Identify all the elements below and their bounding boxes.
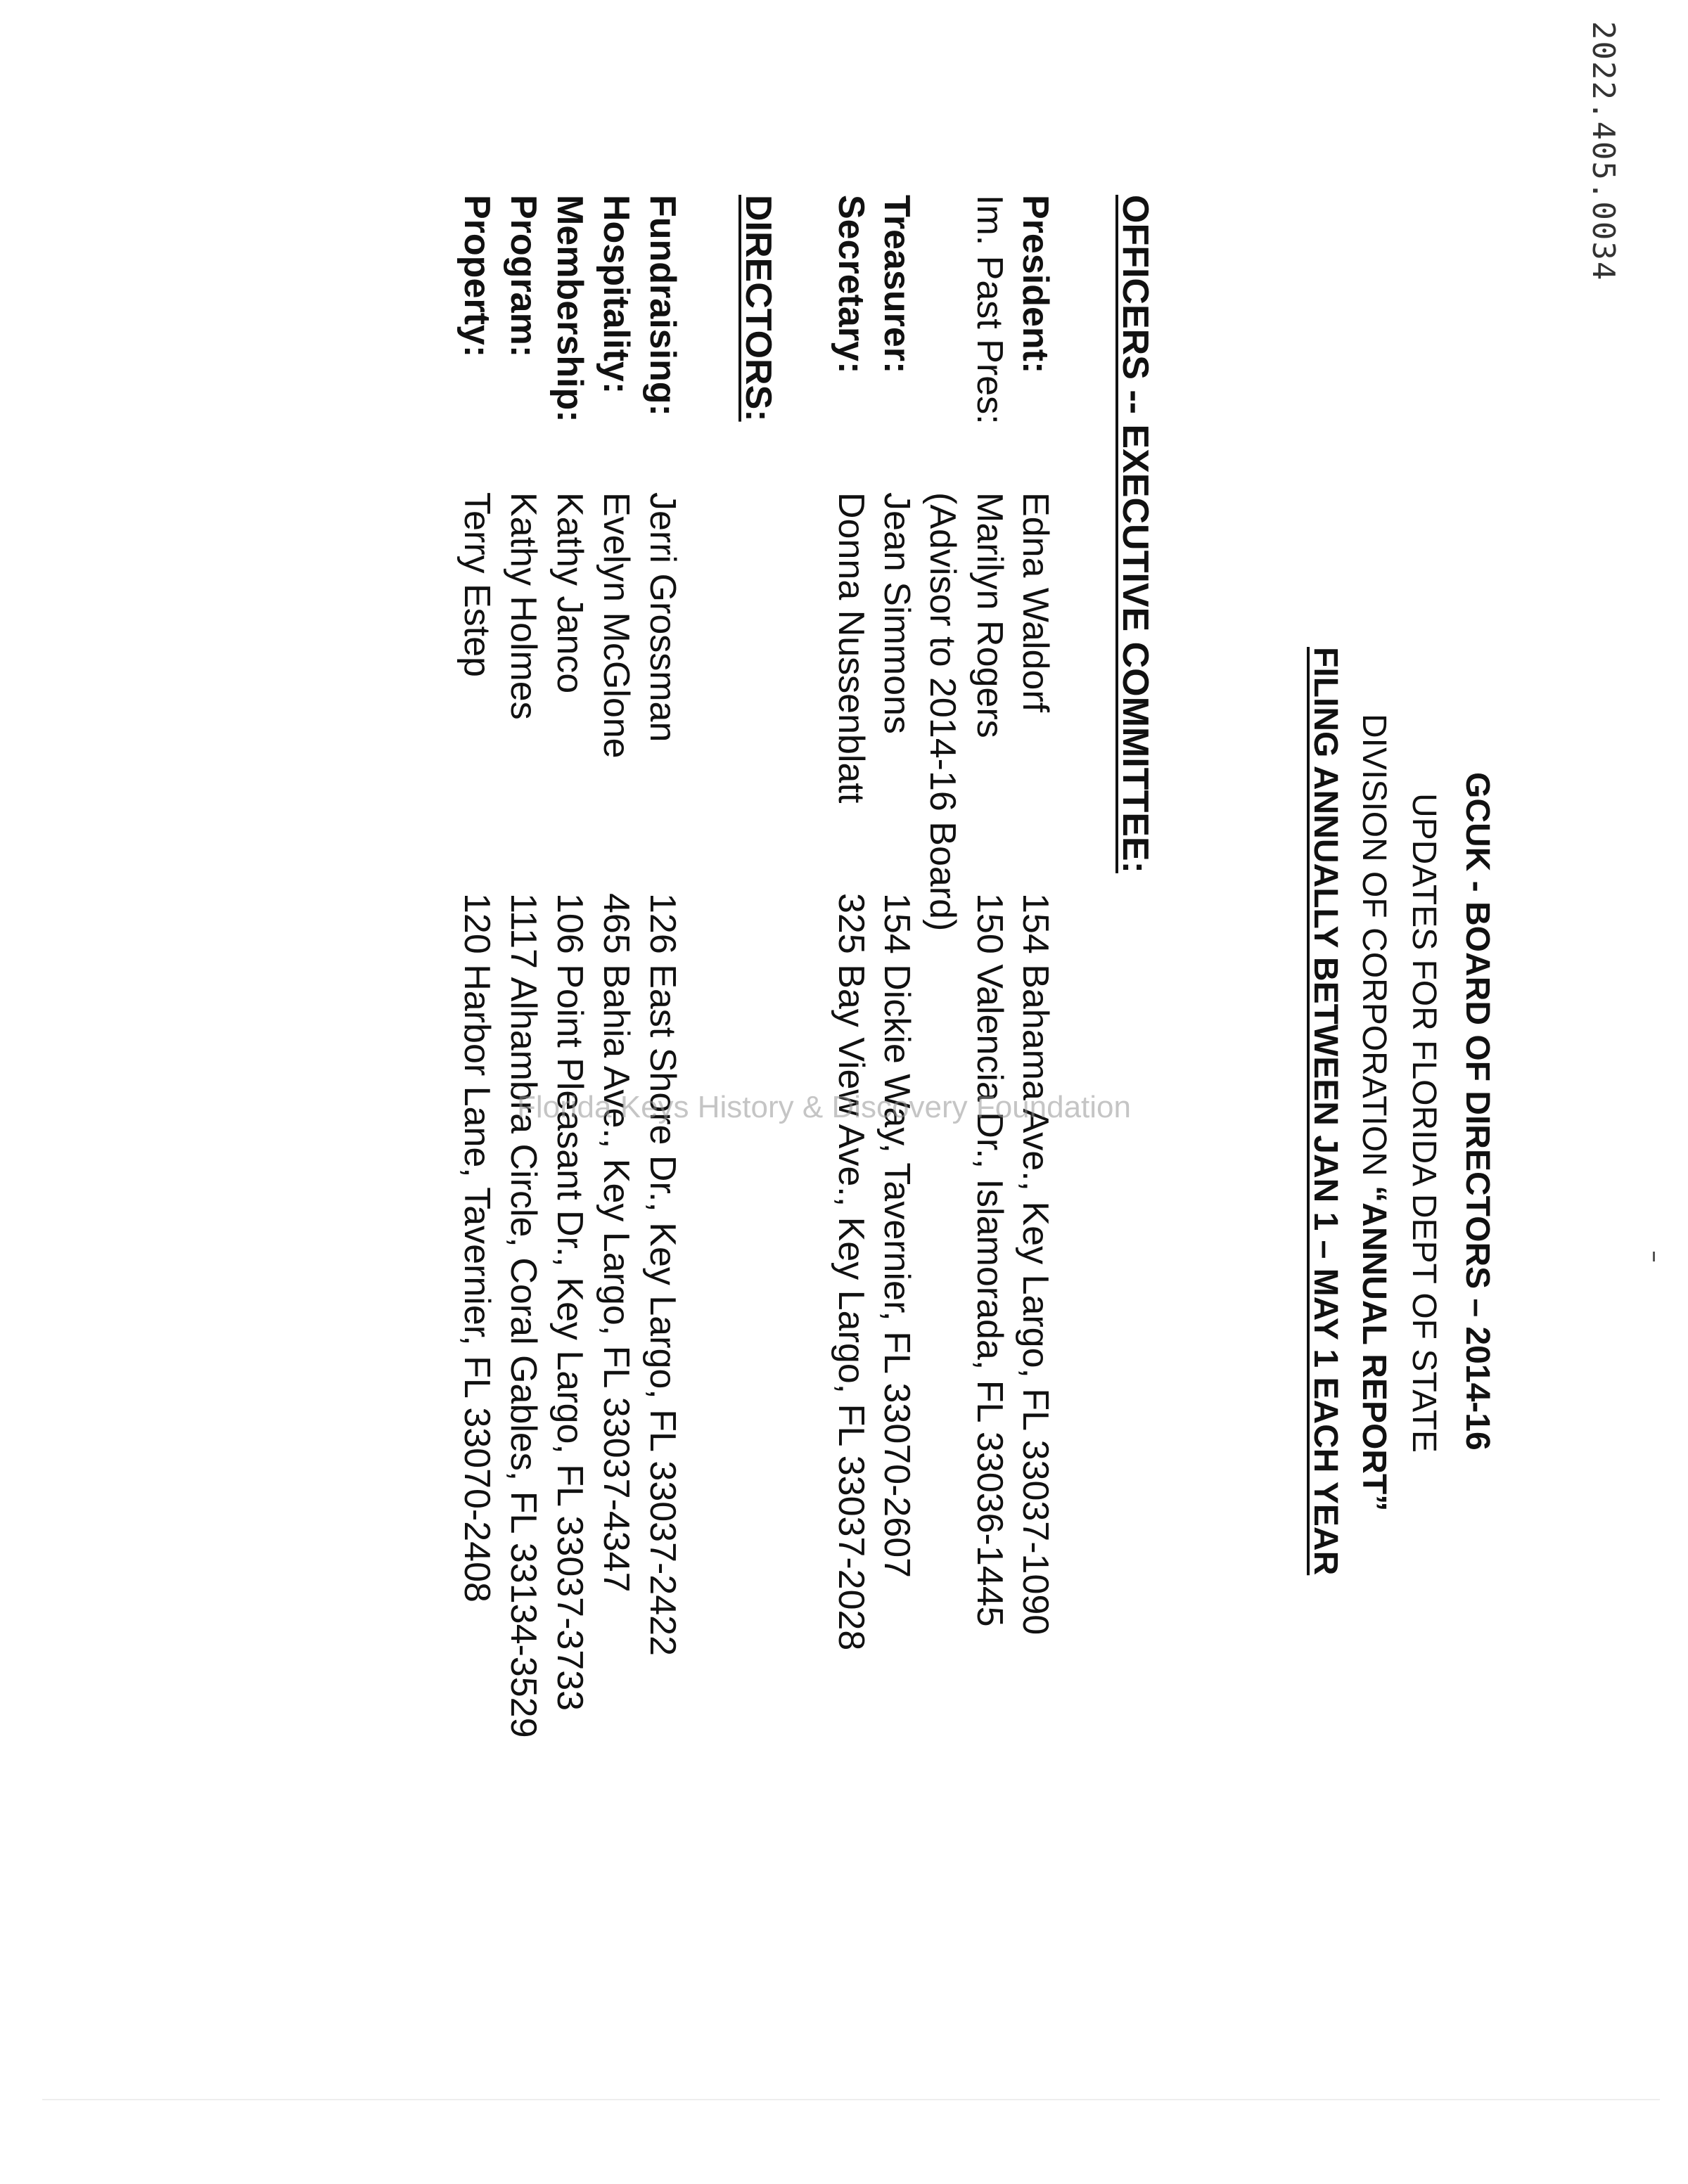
- director-name: Jerri Grossman: [642, 492, 683, 743]
- header-line-2-prefix: DIVISION OF CORPORATION: [1355, 714, 1393, 1186]
- director-name: Terry Estep: [456, 492, 497, 677]
- officer-note: (Advisor to 2014-16 Board): [922, 492, 963, 932]
- director-name: Evelyn McGlone: [596, 492, 637, 759]
- director-label: Hospitality:: [596, 195, 637, 394]
- director-label: Fundraising:: [642, 195, 683, 416]
- director-name: Kathy Janco: [549, 492, 590, 694]
- header-line-3: FILING ANNUALLY BETWEEN JAN 1 – MAY 1 EACH YEAR: [1307, 647, 1344, 1576]
- director-label: Program:: [503, 195, 544, 358]
- officer-name: Marilyn Rogers: [969, 492, 1010, 738]
- director-label: Membership:: [549, 195, 590, 423]
- officer-name: Donna Nussenblatt: [831, 492, 871, 804]
- directors-heading: DIRECTORS:: [738, 195, 779, 422]
- director-address: 106 Point Pleasant Dr., Key Largo, FL 33037-3733: [549, 893, 590, 1711]
- officer-label: Treasurer:: [876, 195, 917, 374]
- officer-address: 325 Bay View Ave., Key Largo, FL 33037-2028: [831, 893, 871, 1651]
- officers-heading: OFFICERS -- EXECUTIVE COMMITTEE:: [1115, 195, 1156, 873]
- officer-label: Secretary:: [831, 195, 871, 374]
- officer-name: Edna Waldorf: [1015, 492, 1056, 713]
- officer-label: President:: [1015, 195, 1056, 374]
- header-line-2: [1355, 714, 1393, 1512]
- officer-name: Jean Simmons: [876, 492, 917, 734]
- watermark: Florida Keys History & Discovery Foundation: [517, 1090, 1131, 1124]
- officer-address: 154 Bahama Ave., Key Largo, FL 33037-1090: [1015, 893, 1056, 1636]
- officer-address: 154 Dickie Way, Tavernier, FL 33070-2607: [876, 893, 917, 1579]
- director-address: 126 East Shore Dr., Key Largo, FL 33037-2422: [642, 893, 683, 1656]
- header-line-1: UPDATES FOR FLORIDA DEPT OF STATE: [1405, 793, 1443, 1453]
- director-label: Property:: [456, 195, 497, 358]
- director-address: 1117 Alhambra Circle, Coral Gables, FL 33134-3529: [503, 893, 544, 1738]
- document-title: GCUK - BOARD OF DIRECTORS – 2014-16: [1459, 772, 1496, 1451]
- director-name: Kathy Holmes: [503, 492, 544, 720]
- catalog-number: 2022.405.0034: [1585, 21, 1621, 282]
- scan-edge: [42, 2099, 1660, 2100]
- director-address: 465 Bahia Ave., Key Largo, FL 33037-4347: [596, 893, 637, 1593]
- header-line-2-emphasis: “ANNUAL REPORT”: [1355, 1186, 1393, 1512]
- officer-label: Im. Past Pres:: [969, 195, 1010, 425]
- director-address: 120 Harbor Lane, Tavernier, FL 33070-2408: [456, 893, 497, 1602]
- officer-address: 150 Valencia Dr., Islamorada, FL 33036-1445: [969, 893, 1010, 1627]
